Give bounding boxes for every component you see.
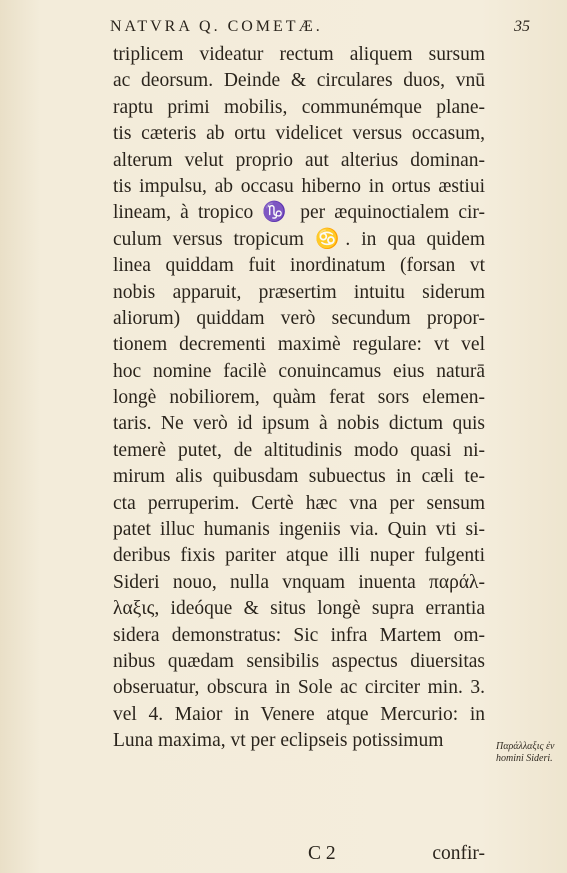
text-line: Sideri nouo, nulla vnquam inuenta παράλ- — [113, 571, 485, 593]
text-line: temerè putet, de altitudinis modo quasi ni- — [113, 439, 485, 461]
text-line: triplicem videatur rectum aliquem sursum — [113, 44, 485, 65]
text-line: aliorum) quiddam verò secundum propor- — [113, 307, 485, 329]
text-line: linea quiddam fuit inordinatum (forsan vt — [113, 255, 485, 277]
text-line: raptu primi mobilis, communémque plane- — [113, 96, 485, 118]
text-line: tionem decrementi maximè regulare: vt vel — [113, 334, 485, 356]
running-title: NATVRA Q. COMETÆ. — [110, 18, 323, 35]
marginal-note-line: homini Sideri. — [496, 753, 553, 764]
text-line: nibus quædam sensibilis aspectus diuersitas — [113, 650, 485, 672]
text-line: obseruatur, obscura in Sole ac circiter min. 3. — [113, 677, 485, 699]
text-line: hoc nomine facilè conuincamus eius naturā — [113, 360, 485, 382]
text-line: λαξις, ideóque & situs longè supra errantia — [113, 598, 485, 620]
text-line: Luna maxima, vt per eclipseis potissimum — [113, 730, 444, 752]
text-line: lineam, à tropico ♑ per æquinoctialem cir- — [113, 202, 485, 224]
text-line: mirum alis quibusdam subuectus in cæli te- — [113, 466, 485, 488]
text-line: alterum velut proprio aut alterius dominan- — [113, 149, 485, 171]
page-footer — [113, 843, 485, 869]
text-line: deribus fixis pariter atque illi nuper fulgenti — [113, 545, 485, 567]
text-line: patet illuc humanis ingeniis via. Quin vti si- — [113, 519, 485, 541]
body-text — [113, 42, 485, 755]
text-line: tis cæteris ab ortu videlicet versus occasum, — [113, 123, 485, 145]
text-line: culum versus tropicum ♋. in qua quidem — [113, 228, 485, 250]
text-line: vel 4. Maior in Venere atque Mercurio: in — [113, 703, 485, 725]
text-line: sidera demonstratus: Sic infra Martem om- — [113, 624, 485, 646]
running-header — [110, 14, 530, 40]
text-line: nobis apparuit, præsertim intuitu siderum — [113, 281, 485, 303]
signature-mark: C 2 — [308, 843, 336, 864]
marginal-note-line: Παράλλαξις ἐν — [496, 741, 555, 752]
text-line: taris. Ne verò id ipsum à nobis dictum quis — [113, 413, 485, 435]
catchword: confir- — [432, 843, 485, 864]
marginal-note — [496, 741, 562, 765]
text-line: longè nobiliorem, quàm ferat sors elemen- — [113, 387, 485, 409]
text-line: ac deorsum. Deinde & circulares duos, vnū — [113, 70, 485, 92]
page-number: 35 — [514, 18, 530, 35]
text-line: cta perruperim. Certè hæc vna per sensum — [113, 492, 485, 514]
text-line: tis impulsu, ab occasu hiberno in ortus æstiui — [113, 175, 485, 197]
